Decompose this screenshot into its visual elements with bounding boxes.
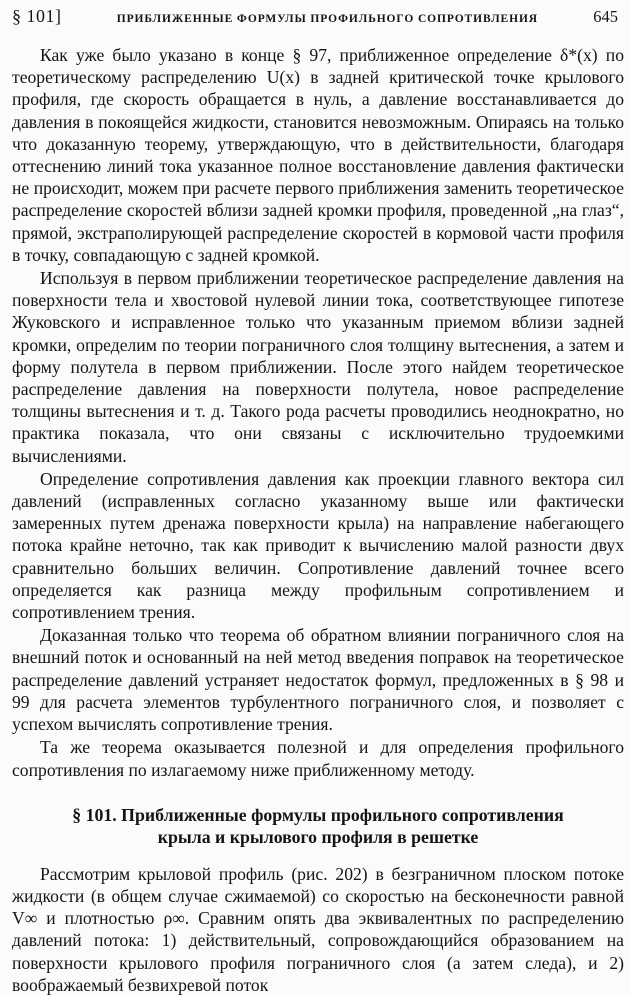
section-heading: [20, 804, 616, 849]
section-heading-line-2: крыла и крылового профиля в решетке: [157, 827, 479, 848]
paragraph-3: Определение сопротивления давления как проекции главного вектора сил давлений (исправленных согласно указанному выше или фактически замеренных путем дренажа поверхности крыла) на направление набегающего потока крайне неточно, так как приводит к вычислению малой разности двух сравнительно больших величин. Сопротивление давлений точнее всего определяется как разница между профильным сопротивлением и сопротивлением трения.: [12, 468, 624, 623]
paragraph-6: Рассмотрим крыловой профиль (рис. 202) в безграничном плоском потоке жидкости (в общем случае сжимаемой) со скоростью на бесконечности равной V∞ и плотностью ρ∞. Сравним опять два эквивалентных по распределению давлений потока: 1) действительный, сопровождающийся образованием на поверхности крылового профиля пограничного слоя (а затем следа), и 2) воображаемый безвихревой поток: [12, 863, 624, 995]
page-header: [12, 6, 624, 32]
page-number: 645: [593, 7, 618, 26]
paragraph-5: Та же теорема оказывается полезной и для определения профильного сопротивления по излагаемому ниже приближенному методу.: [12, 737, 624, 780]
header-section-ref: § 101]: [12, 6, 62, 26]
paragraph-1: Как уже было указано в конце § 97, приближенное определение δ*(x) по теоретическому распределению U(x) в задней критической точке крылового профиля, где скорость обращается в нуль, а давление восстанавливается до давления в покоящейся жидкости, становится невозможным. Опираясь на только что доказанную теорему, утверждающую, что в действительности, благодаря оттеснению линий тока указанное полное восстановление давления фактически не происходит, можем при расчете первого приближения заменить теоретическое распределение скоростей вблизи задней кромки профиля, проведенной „на глаз“, прямой, экстраполирующей распределение скоростей в кормовой части профиля в точку, совпадающую с задней кромкой.: [12, 45, 624, 265]
paragraph-4: Доказанная только что теорема об обратном влиянии пограничного слоя на внешний поток и основанный на ней метод введения поправок на теоретическое распределение давлений устраняет недостаток формул, предложенных в § 98 и 99 для расчета элементов турбулентного пограничного слоя, и позволяет с успехом вычислять сопротивление трения.: [12, 625, 624, 735]
header-running-title: ПРИБЛИЖЕННЫЕ ФОРМУЛЫ ПРОФИЛЬНОГО СОПРОТИВЛЕНИЯ: [116, 13, 539, 25]
section-heading-line-1: § 101. Приближенные формулы профильного сопротивления: [72, 804, 564, 825]
page-body: [12, 44, 624, 996]
paragraph-2: Используя в первом приближении теоретическое распределение давления на поверхности тела и хвостовой нулевой линии тока, соответствующее гипотезе Жуковского и исправленное только что указанным приемом вблизи задней кромки, определим по теории пограничного слоя толщину вытеснения, а затем и форму полутела в первом приближении. После этого найдем теоретическое распределение давления на поверхности полутела, новое распределение толщины вытеснения и т. д. Такого рода расчеты проводились неоднократно, но практика показала, что они связаны с исключительно трудоемкими вычислениями.: [12, 268, 624, 466]
